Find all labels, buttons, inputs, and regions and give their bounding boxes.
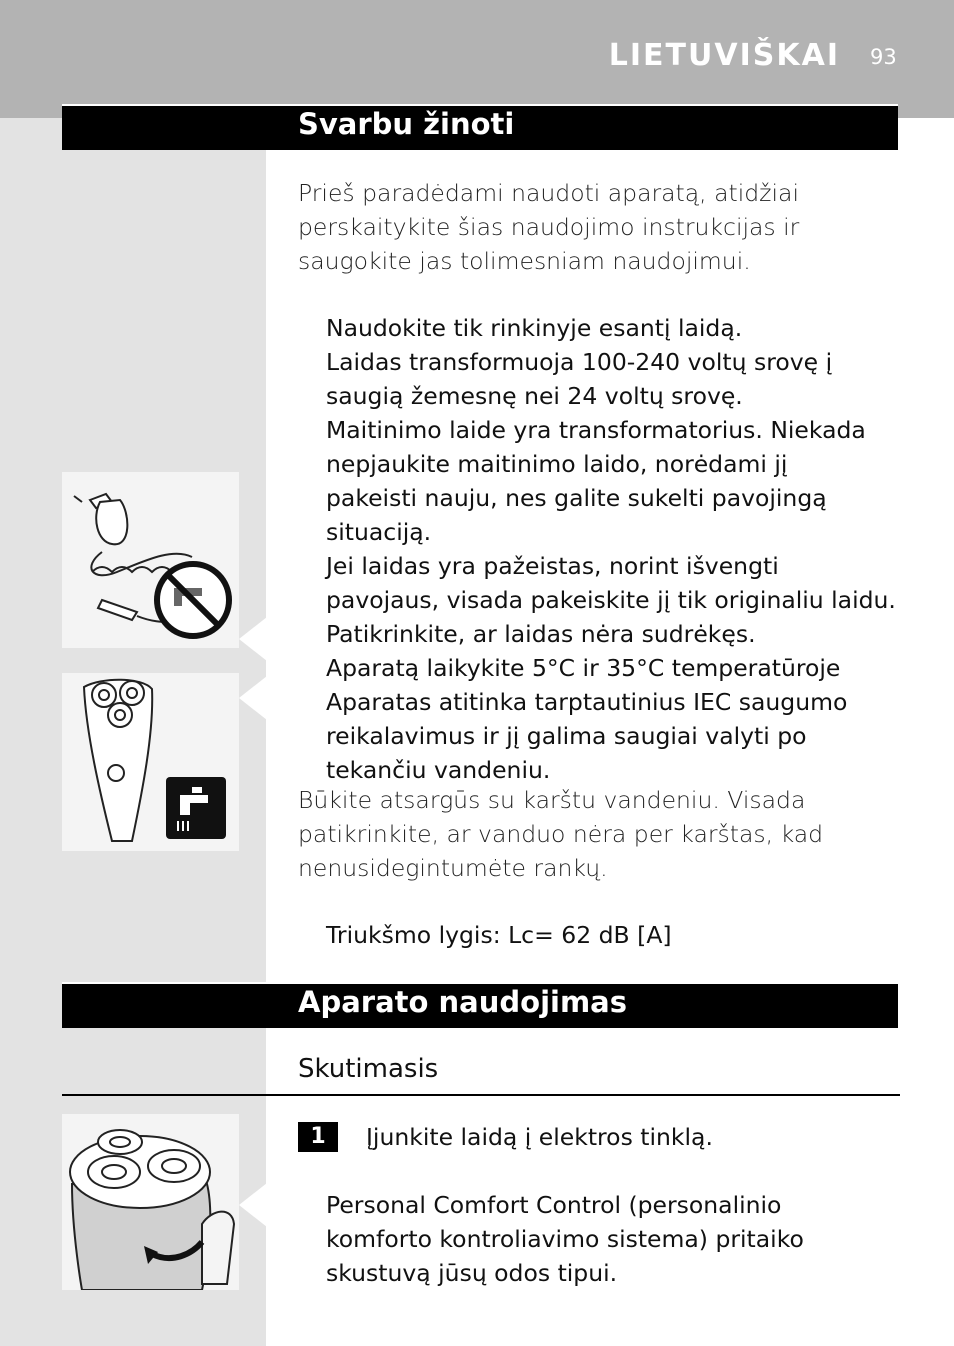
page-number: 93 — [870, 45, 897, 69]
intro-paragraph — [298, 176, 898, 278]
adapter-illustration — [62, 472, 239, 648]
list-item: pakeisti nauju, nes galite sukelti pavojingą — [326, 484, 827, 512]
intro-line: perskaitykite šias naudojimo instrukcijas ir — [298, 213, 800, 241]
list-item: Aparatas atitinka tarptautinius IEC saugumo — [326, 688, 848, 716]
subsection-title-shaving: Skutimasis — [298, 1054, 439, 1084]
comfort-line: Personal Comfort Control (personalinio — [326, 1191, 782, 1219]
noise-level: Triukšmo lygis: Lc= 62 dB [A] — [326, 921, 672, 949]
list-item: situaciją. — [326, 518, 432, 546]
shaver-dial-illustration — [62, 1114, 239, 1290]
section-title-bar-using — [62, 982, 898, 1028]
warning-line: nenusidegintumėte rankų. — [298, 854, 608, 882]
running-water-icon — [166, 777, 226, 839]
safety-list — [326, 311, 916, 787]
language-heading: LIETUVIŠKAI — [608, 38, 840, 73]
subsection-divider — [62, 1094, 900, 1096]
comfort-line: komforto kontroliavimo sistema) pritaiko — [326, 1225, 804, 1253]
shaver-head-dial-icon — [62, 1114, 239, 1290]
list-item: tekančiu vandeniu. — [326, 756, 551, 784]
comfort-control-paragraph — [326, 1188, 898, 1290]
list-item: Laidas transformuoja 100-240 voltų srovę į — [326, 348, 833, 376]
callout-pointer — [239, 1183, 267, 1227]
shaver-water-illustration — [62, 673, 239, 851]
section-title-bar-important — [62, 104, 898, 150]
comfort-line: skustuvą jūsų odos tipui. — [326, 1259, 618, 1287]
step-number-badge: 1 — [298, 1122, 338, 1152]
hot-water-warning — [298, 783, 898, 885]
list-item: reikalavimus ir jį galima saugiai valyti po — [326, 722, 807, 750]
callout-pointer — [239, 617, 267, 661]
adapter-cord-icon — [62, 472, 239, 648]
section-title-using: Aparato naudojimas — [298, 985, 627, 1019]
list-item: nepjaukite maitinimo laido, norėdami jį — [326, 450, 788, 478]
intro-line: Prieš paradėdami naudoti aparatą, atidžiai — [298, 179, 799, 207]
callout-pointer — [239, 676, 267, 720]
list-item: saugią žemesnę nei 24 voltų srovę. — [326, 382, 743, 410]
shaver-icon — [62, 673, 239, 851]
list-item: Maitinimo laide yra transformatorius. Niekada — [326, 416, 866, 444]
list-item: Aparatą laikykite 5°C ir 35°C temperatūroje — [326, 654, 841, 682]
intro-line: saugokite jas tolimesniam naudojimui. — [298, 247, 751, 275]
list-item: Naudokite tik rinkinyje esantį laidą. — [326, 314, 743, 342]
warning-line: Būkite atsargūs su karštu vandeniu. Visada — [298, 786, 806, 814]
section-title-important: Svarbu žinoti — [298, 107, 515, 141]
list-item: Jei laidas yra pažeistas, norint išvengti — [326, 552, 779, 580]
warning-line: patikrinkite, ar vanduo nėra per karštas, kad — [298, 820, 824, 848]
step-1-text: Įjunkite laidą į elektros tinklą. — [366, 1123, 713, 1151]
list-item: Patikrinkite, ar laidas nėra sudrėkęs. — [326, 620, 756, 648]
list-item: pavojaus, visada pakeiskite jį tik originaliu laidu. — [326, 586, 896, 614]
